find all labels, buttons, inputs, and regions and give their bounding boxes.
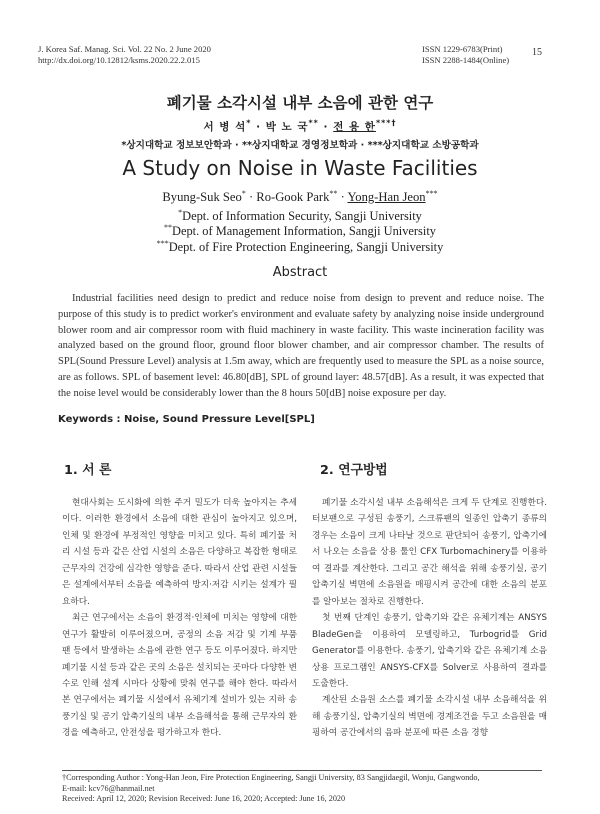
abstract-heading: Abstract	[272, 265, 328, 280]
issn-online: ISSN 2288-1484(Online)	[422, 54, 510, 65]
author-2-mark: **	[308, 118, 319, 128]
corresponding-mark: †	[391, 118, 397, 128]
authors-english	[0, 190, 600, 205]
paragraph: 계산된 소음원 소스를 폐기물 소각시설 내부 소음해석을 위해 송풍기실, 압축기실의 벽면에 경계조건을 두고 소음원을 매핑하여 공간에서의 음파 분포에 따른 소음 경향	[312, 695, 547, 739]
author-3: 전 용 한	[333, 121, 376, 133]
author-separator: ·	[251, 121, 266, 133]
journal-line: J. Korea Saf. Manag. Sci. Vol. 22 No. 2 June 2020	[38, 44, 211, 54]
footnote-email: E-mail: kcv76@hanmail.net	[62, 783, 155, 793]
section-1-heading: 1. 서 론	[64, 463, 112, 478]
title-korean: 폐기물 소각시설 내부 소음에 관한 연구	[166, 94, 434, 112]
paragraph: 폐기물 소각시설 내부 소음해석은 크게 두 단계로 진행한다. 터보팬으로 구성된 송풍기, 스크류팬의 일종인 압축기 종류의 경우는 소음이 크게 나타날 것으로 판단되어 송풍기, 압축기에서 나오는 소음을 상용 툴인 CFX Turbomachinery를 이용하여 결과를 계산한다. 그리고 공간 해석을 위해 송풍기실, 공기 압축기실 벽면에 소음원을 매핑시켜 공간에 대한 소음의 분포를 알아보는 절차로 진행한다.	[312, 498, 547, 607]
section-1-body	[62, 495, 297, 742]
affiliations-korean: *상지대학교 정보보안학과 · **상지대학교 경영정보학과 · ***상지대학교 소방공학과	[121, 140, 479, 151]
author-3-mark: ***	[375, 118, 392, 128]
author-separator-en: ·	[337, 190, 348, 204]
affiliation-text: Dept. of Information Security, Sangji University	[182, 209, 422, 223]
footnote-dates: Received: April 12, 2020; Revision Received: June 16, 2020; Accepted: June 16, 2020	[62, 794, 346, 804]
author-3-en: Yong-Han Jeon	[347, 190, 426, 204]
footnote-author: †Corresponding Author : Yong-Han Jeon, Fire Protection Engineering, Sangji University, 83 Sangjidaegil, Wonju, Gangwondo,	[62, 773, 480, 782]
footnote	[62, 773, 542, 805]
author-1-en: Byung-Suk Seo	[162, 190, 242, 204]
paragraph: 최근 연구에서는 소음이 환경적·인체에 미치는 영향에 대한 연구가 활발히 이루어졌으며, 공정의 소음 저감 및 기계 부품 팬 등에서 발생하는 소음에 관한 연구 등도 이루어졌다. 하지만 폐기물 시설 등과 같은 곳의 소음은 설치되는 곳마다 다양한 변수로 인해 설계 시마다 상황에 맞춰 연구를 해야 한다. 따라서 본 연구에서는 폐기물 시설에서 유체기계 설비가 있는 지하 송풍기실 및 공기 압축기실의 내부 소음해석을 통해 근무자의 환경을 예측하고, 안전성을 평가하고자 한다.	[62, 613, 297, 739]
author-1-mark: *	[246, 118, 252, 128]
affiliation-mark: **	[164, 222, 173, 232]
section-2-heading: 2. 연구방법	[320, 463, 388, 478]
affiliation-en-2	[0, 224, 600, 239]
affiliation-mark: ***	[156, 238, 169, 248]
doi-line: http://dx.doi.org/10.12812/ksms.2020.22.2.015	[38, 54, 200, 65]
keywords: Keywords : Noise, Sound Pressure Level[SPL]	[58, 414, 315, 425]
paragraph: 첫 번째 단계인 송풍기, 압축기와 같은 유체기계는 ANSYS BladeGen을 이용하여 모델링하고, Turbogrid를 Grid Generator를 이용한다. 송풍기, 압축기와 같은 유체기계 소음 상용 프로그램인 ANSYS-CFX를 Solver로 사용하여 결과를 도출한다.	[312, 613, 547, 689]
author-2: 박 노 국	[265, 121, 309, 133]
author-2-mark-en: **	[329, 188, 338, 198]
affiliation-en-3	[0, 240, 600, 255]
author-2-en: · Ro-Gook Park	[245, 190, 330, 204]
author-1-mark-en: *	[241, 188, 246, 198]
affiliation-text: Dept. of Fire Protection Engineering, Sangji University	[168, 240, 444, 254]
paragraph: 현대사회는 도시화에 의한 주거 밀도가 더욱 높아지는 추세이다. 이러한 환경에서 소음에 대한 관심이 높아지고 있으며, 인체 및 환경에 부정적인 영향을 미치고 있다. 특히 폐기물 처리 시설 등과 같은 산업 시설의 소음은 다양하고 복잡한 형태로 근무자의 건강에 심각한 영향을 준다. 따라서 산업 관련 시설들은 설계에서부터 소음을 예측하여 방지·저감 시키는 설계가 필요하다.	[62, 498, 297, 607]
authors-korean	[0, 119, 600, 134]
author-1: 서 병 석	[203, 121, 247, 133]
affiliation-text: Dept. of Management Information, Sangji University	[172, 224, 436, 238]
affiliation-mark: *	[178, 207, 183, 217]
abstract-body: Industrial facilities need design to predict and reduce noise from design to prevent and reduce noise. The purpose of this study is to predict worker's environment and evaluate safety by analyzing noise inside underground blower room and air compressor room with fluid machinery in waste facility. This waste incineration facility was analyzed based on the ground floor, ground floor blower chamber, and air compressor chamber. The results of SPL(Sound Pressure Level) analysis at 1.5m away, which are frequently used to measure the SPL as a noise source, are as follows. SPL of basement level: 46.80[dB], SPL of ground layer: 48.57[dB]. As a result, it was expected that the noise level would be considerably lower than the 8 hours 50[dB] noise exposure per day.	[58, 293, 544, 399]
title-english: A Study on Noise in Waste Facilities	[122, 156, 478, 180]
section-2-body	[312, 495, 547, 742]
journal-info	[38, 44, 211, 65]
author-3-mark-en: ***	[425, 188, 438, 198]
issn-info	[422, 44, 509, 65]
author-separator: ·	[318, 121, 334, 133]
affiliation-en-1	[0, 209, 600, 224]
issn-print: ISSN 1229-6783(Print)	[422, 44, 503, 54]
footnote-rule	[62, 770, 542, 771]
page-number: 15	[532, 47, 542, 58]
